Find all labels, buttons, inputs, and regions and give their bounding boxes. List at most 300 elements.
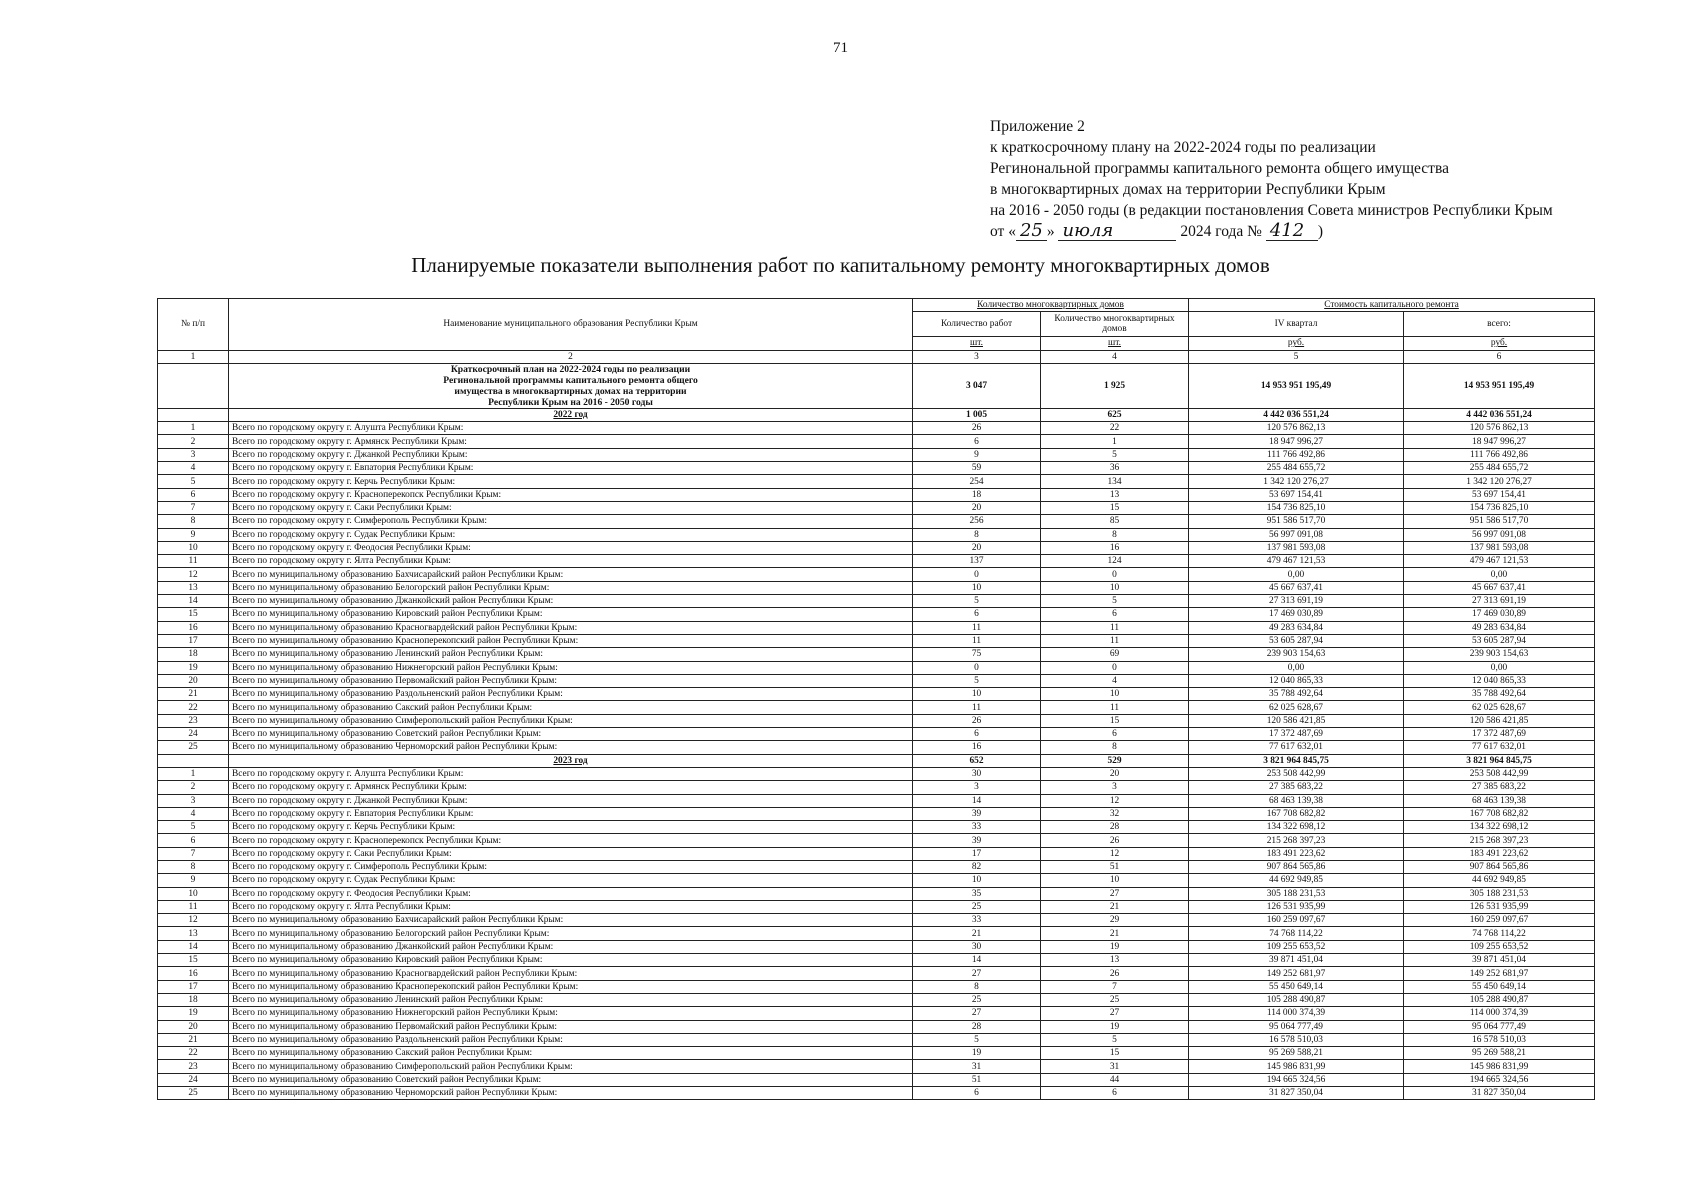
table-row <box>158 860 1595 873</box>
table-row <box>158 728 1595 741</box>
row-number: 20 <box>158 674 229 687</box>
colnum-6: 6 <box>1404 350 1595 363</box>
row-number: 21 <box>158 1033 229 1046</box>
row-houses: 6 <box>1041 608 1189 621</box>
row-works: 6 <box>913 728 1041 741</box>
row-total: 0,00 <box>1404 568 1595 581</box>
header-group-cost: Стоимость капитального ремонта <box>1189 299 1595 312</box>
summary-row <box>158 363 1595 408</box>
row-total: 109 255 653,52 <box>1404 940 1595 953</box>
table-row <box>158 541 1595 554</box>
row-name: Всего по муниципальному образованию Советский район Республики Крым: <box>229 728 913 741</box>
date-year: 2024 года № <box>1180 223 1262 240</box>
row-total: 183 491 223,62 <box>1404 847 1595 860</box>
row-total: 16 578 510,03 <box>1404 1033 1595 1046</box>
table-row <box>158 821 1595 834</box>
row-number: 7 <box>158 847 229 860</box>
row-number: 6 <box>158 488 229 501</box>
row-name: Всего по муниципальному образованию Красногвардейский район Республики Крым: <box>229 967 913 980</box>
row-total: 55 450 649,14 <box>1404 980 1595 993</box>
row-number: 24 <box>158 728 229 741</box>
row-q4: 68 463 139,38 <box>1189 794 1404 807</box>
table-row <box>158 1033 1595 1046</box>
row-works: 10 <box>913 874 1041 887</box>
row-total: 68 463 139,38 <box>1404 794 1595 807</box>
row-houses: 10 <box>1041 688 1189 701</box>
row-q4: 194 665 324,56 <box>1189 1073 1404 1086</box>
row-q4: 1 342 120 276,27 <box>1189 475 1404 488</box>
row-name: Всего по муниципальному образованию Красногвардейский район Республики Крым: <box>229 621 913 634</box>
table-row <box>158 595 1595 608</box>
row-q4: 183 491 223,62 <box>1189 847 1404 860</box>
unit-houses: шт. <box>1041 337 1189 350</box>
table-row <box>158 501 1595 514</box>
row-total: 194 665 324,56 <box>1404 1073 1595 1086</box>
table-row <box>158 900 1595 913</box>
row-number: 17 <box>158 634 229 647</box>
row-number: 20 <box>158 1020 229 1033</box>
row-works: 26 <box>913 422 1041 435</box>
row-q4: 44 692 949,85 <box>1189 874 1404 887</box>
row-total: 53 697 154,41 <box>1404 488 1595 501</box>
year-2023-section <box>158 754 1595 1100</box>
row-q4: 39 871 451,04 <box>1189 954 1404 967</box>
table-row <box>158 462 1595 475</box>
row-name: Всего по городскому округу г. Армянск Республики Крым: <box>229 435 913 448</box>
row-number: 5 <box>158 475 229 488</box>
row-name: Всего по городскому округу г. Судак Республики Крым: <box>229 528 913 541</box>
row-total: 951 586 517,70 <box>1404 515 1595 528</box>
row-number: 7 <box>158 501 229 514</box>
row-works: 30 <box>913 940 1041 953</box>
row-works: 59 <box>913 462 1041 475</box>
row-number: 3 <box>158 448 229 461</box>
row-q4: 49 283 634,84 <box>1189 621 1404 634</box>
table-row <box>158 1007 1595 1020</box>
row-number: 21 <box>158 688 229 701</box>
row-houses: 13 <box>1041 954 1189 967</box>
row-houses: 11 <box>1041 634 1189 647</box>
row-q4: 114 000 374,39 <box>1189 1007 1404 1020</box>
table-row <box>158 661 1595 674</box>
row-name: Всего по городскому округу г. Красноперекопск Республики Крым: <box>229 488 913 501</box>
colnum-4: 4 <box>1041 350 1189 363</box>
row-number: 22 <box>158 1047 229 1060</box>
row-houses: 0 <box>1041 568 1189 581</box>
year-houses: 529 <box>1041 754 1189 767</box>
row-q4: 479 467 121,53 <box>1189 555 1404 568</box>
row-total: 39 871 451,04 <box>1404 954 1595 967</box>
row-works: 27 <box>913 1007 1041 1020</box>
row-name: Всего по городскому округу г. Алушта Республики Крым: <box>229 422 913 435</box>
unit-works: шт. <box>913 337 1041 350</box>
resolution-number: 412 <box>1266 222 1318 241</box>
row-houses: 1 <box>1041 435 1189 448</box>
row-works: 11 <box>913 634 1041 647</box>
row-name: Всего по городскому округу г. Саки Республики Крым: <box>229 501 913 514</box>
row-total: 95 064 777,49 <box>1404 1020 1595 1033</box>
row-total: 167 708 682,82 <box>1404 807 1595 820</box>
row-number: 23 <box>158 1060 229 1073</box>
year-2022-section <box>158 408 1595 754</box>
row-name: Всего по муниципальному образованию Черноморский район Республики Крым: <box>229 741 913 754</box>
row-houses: 7 <box>1041 980 1189 993</box>
row-houses: 69 <box>1041 648 1189 661</box>
row-number: 8 <box>158 860 229 873</box>
row-total: 45 667 637,41 <box>1404 581 1595 594</box>
row-houses: 28 <box>1041 821 1189 834</box>
row-q4: 0,00 <box>1189 568 1404 581</box>
row-name: Всего по городскому округу г. Евпатория Республики Крым: <box>229 462 913 475</box>
row-number: 3 <box>158 794 229 807</box>
table-row <box>158 714 1595 727</box>
row-name: Всего по муниципальному образованию Черноморский район Республики Крым: <box>229 1087 913 1100</box>
row-name: Всего по городскому округу г. Симферополь Республики Крым: <box>229 860 913 873</box>
row-number: 19 <box>158 1007 229 1020</box>
table-row <box>158 1087 1595 1100</box>
row-name: Всего по городскому округу г. Алушта Республики Крым: <box>229 767 913 780</box>
summary-q4: 14 953 951 195,49 <box>1189 363 1404 408</box>
row-q4: 120 576 862,13 <box>1189 422 1404 435</box>
row-total: 137 981 593,08 <box>1404 541 1595 554</box>
year2022-total-row <box>158 408 1595 421</box>
row-q4: 109 255 653,52 <box>1189 940 1404 953</box>
row-name: Всего по муниципальному образованию Джанкойский район Республики Крым: <box>229 940 913 953</box>
year-q4: 3 821 964 845,75 <box>1189 754 1404 767</box>
row-q4: 134 322 698,12 <box>1189 821 1404 834</box>
table-row <box>158 634 1595 647</box>
row-works: 10 <box>913 688 1041 701</box>
row-total: 149 252 681,97 <box>1404 967 1595 980</box>
row-q4: 56 997 091,08 <box>1189 528 1404 541</box>
row-works: 39 <box>913 807 1041 820</box>
row-number: 12 <box>158 914 229 927</box>
row-works: 10 <box>913 581 1041 594</box>
row-houses: 21 <box>1041 927 1189 940</box>
table-row <box>158 847 1595 860</box>
row-name: Всего по муниципальному образованию Симферопольский район Республики Крым: <box>229 1060 913 1073</box>
date-day: 25 <box>1016 222 1047 241</box>
row-q4: 55 450 649,14 <box>1189 980 1404 993</box>
row-houses: 29 <box>1041 914 1189 927</box>
row-works: 254 <box>913 475 1041 488</box>
row-q4: 160 259 097,67 <box>1189 914 1404 927</box>
row-works: 28 <box>913 1020 1041 1033</box>
row-houses: 21 <box>1041 900 1189 913</box>
header-works: Количество работ <box>913 312 1041 337</box>
row-name: Всего по городскому округу г. Красноперекопск Республики Крым: <box>229 834 913 847</box>
row-name: Всего по муниципальному образованию Бахчисарайский район Республики Крым: <box>229 568 913 581</box>
row-houses: 22 <box>1041 422 1189 435</box>
year-label: 2022 год <box>229 408 913 421</box>
row-total: 239 903 154,63 <box>1404 648 1595 661</box>
row-q4: 145 986 831,99 <box>1189 1060 1404 1073</box>
appendix-line-3: Регинональной программы капитального ремонта общего имущества <box>990 160 1449 177</box>
row-houses: 27 <box>1041 1007 1189 1020</box>
table-row <box>158 887 1595 900</box>
row-total: 12 040 865,33 <box>1404 674 1595 687</box>
year-total: 3 821 964 845,75 <box>1404 754 1595 767</box>
row-total: 305 188 231,53 <box>1404 887 1595 900</box>
row-number: 18 <box>158 648 229 661</box>
row-number: 13 <box>158 581 229 594</box>
table-row <box>158 914 1595 927</box>
unit-q4: руб. <box>1189 337 1404 350</box>
row-number: 14 <box>158 595 229 608</box>
row-total: 17 372 487,69 <box>1404 728 1595 741</box>
row-works: 6 <box>913 1087 1041 1100</box>
row-works: 5 <box>913 674 1041 687</box>
row-name: Всего по муниципальному образованию Симферопольский район Республики Крым: <box>229 714 913 727</box>
row-q4: 17 372 487,69 <box>1189 728 1404 741</box>
table-row <box>158 874 1595 887</box>
row-number: 1 <box>158 422 229 435</box>
row-works: 30 <box>913 767 1041 780</box>
plan-table <box>157 298 1595 1100</box>
row-q4: 305 188 231,53 <box>1189 887 1404 900</box>
row-q4: 0,00 <box>1189 661 1404 674</box>
row-houses: 26 <box>1041 834 1189 847</box>
row-number: 23 <box>158 714 229 727</box>
row-total: 907 864 565,86 <box>1404 860 1595 873</box>
date-quote: » <box>1046 223 1055 240</box>
table-row <box>158 608 1595 621</box>
row-houses: 124 <box>1041 555 1189 568</box>
row-houses: 44 <box>1041 1073 1189 1086</box>
colnum-2: 2 <box>229 350 913 363</box>
row-houses: 12 <box>1041 794 1189 807</box>
appendix-block <box>990 116 1680 242</box>
row-houses: 16 <box>1041 541 1189 554</box>
row-total: 126 531 935,99 <box>1404 900 1595 913</box>
row-name: Всего по городскому округу г. Феодосия Республики Крым: <box>229 541 913 554</box>
row-houses: 27 <box>1041 887 1189 900</box>
header-group-count: Количество многоквартирных домов <box>913 299 1189 312</box>
row-name: Всего по городскому округу г. Джанкой Республики Крым: <box>229 794 913 807</box>
summary-houses: 1 925 <box>1041 363 1189 408</box>
row-name: Всего по муниципальному образованию Белогорский район Республики Крым: <box>229 927 913 940</box>
row-works: 14 <box>913 794 1041 807</box>
row-q4: 45 667 637,41 <box>1189 581 1404 594</box>
row-works: 27 <box>913 967 1041 980</box>
row-q4: 12 040 865,33 <box>1189 674 1404 687</box>
row-houses: 32 <box>1041 807 1189 820</box>
row-works: 18 <box>913 488 1041 501</box>
row-works: 51 <box>913 1073 1041 1086</box>
row-houses: 25 <box>1041 993 1189 1006</box>
row-number: 2 <box>158 435 229 448</box>
row-works: 39 <box>913 834 1041 847</box>
row-q4: 31 827 350,04 <box>1189 1087 1404 1100</box>
summary-total: 14 953 951 195,49 <box>1404 363 1595 408</box>
year-q4: 4 442 036 551,24 <box>1189 408 1404 421</box>
row-works: 26 <box>913 714 1041 727</box>
row-works: 33 <box>913 914 1041 927</box>
row-works: 6 <box>913 608 1041 621</box>
row-number: 25 <box>158 741 229 754</box>
row-number: 16 <box>158 621 229 634</box>
row-number: 8 <box>158 515 229 528</box>
row-number: 19 <box>158 661 229 674</box>
row-total: 27 313 691,19 <box>1404 595 1595 608</box>
row-number: 11 <box>158 900 229 913</box>
row-works: 0 <box>913 568 1041 581</box>
row-houses: 26 <box>1041 967 1189 980</box>
colnum-3: 3 <box>913 350 1041 363</box>
summary-num <box>158 363 229 408</box>
row-name: Всего по городскому округу г. Ялта Республики Крым: <box>229 555 913 568</box>
row-total: 49 283 634,84 <box>1404 621 1595 634</box>
table-row <box>158 781 1595 794</box>
row-name: Всего по городскому округу г. Армянск Республики Крым: <box>229 781 913 794</box>
row-total: 44 692 949,85 <box>1404 874 1595 887</box>
row-total: 479 467 121,53 <box>1404 555 1595 568</box>
row-number: 24 <box>158 1073 229 1086</box>
table-row <box>158 1047 1595 1060</box>
table-row <box>158 967 1595 980</box>
table-row <box>158 993 1595 1006</box>
year-total: 4 442 036 551,24 <box>1404 408 1595 421</box>
row-name: Всего по городскому округу г. Симферополь Республики Крым: <box>229 515 913 528</box>
row-works: 33 <box>913 821 1041 834</box>
row-name: Всего по муниципальному образованию Кировский район Республики Крым: <box>229 954 913 967</box>
row-number: 22 <box>158 701 229 714</box>
row-name: Всего по муниципальному образованию Первомайский район Республики Крым: <box>229 1020 913 1033</box>
row-q4: 77 617 632,01 <box>1189 741 1404 754</box>
row-q4: 907 864 565,86 <box>1189 860 1404 873</box>
row-q4: 18 947 996,27 <box>1189 435 1404 448</box>
appendix-line-5: на 2016 - 2050 годы (в редакции постановления Совета министров Республики Крым <box>990 202 1553 219</box>
table-row <box>158 834 1595 847</box>
row-works: 17 <box>913 847 1041 860</box>
row-number: 13 <box>158 927 229 940</box>
row-houses: 10 <box>1041 581 1189 594</box>
summary-works: 3 047 <box>913 363 1041 408</box>
row-works: 19 <box>913 1047 1041 1060</box>
table-row <box>158 954 1595 967</box>
table-header <box>158 299 1595 364</box>
table-row <box>158 435 1595 448</box>
date-prefix: от « <box>990 223 1016 240</box>
appendix-line-4: в многоквартирных домах на территории Республики Крым <box>990 181 1386 198</box>
table-row <box>158 674 1595 687</box>
row-number: 16 <box>158 967 229 980</box>
row-total: 74 768 114,22 <box>1404 927 1595 940</box>
row-houses: 15 <box>1041 1047 1189 1060</box>
year-num <box>158 754 229 767</box>
row-houses: 31 <box>1041 1060 1189 1073</box>
row-works: 8 <box>913 528 1041 541</box>
table-row <box>158 980 1595 993</box>
year-works: 652 <box>913 754 1041 767</box>
row-houses: 6 <box>1041 1087 1189 1100</box>
row-q4: 53 697 154,41 <box>1189 488 1404 501</box>
row-name: Всего по муниципальному образованию Ленинский район Республики Крым: <box>229 993 913 1006</box>
row-q4: 35 788 492,64 <box>1189 688 1404 701</box>
table-row <box>158 741 1595 754</box>
row-number: 1 <box>158 767 229 780</box>
row-works: 20 <box>913 501 1041 514</box>
row-name: Всего по городскому округу г. Евпатория Республики Крым: <box>229 807 913 820</box>
row-number: 14 <box>158 940 229 953</box>
table-row <box>158 940 1595 953</box>
row-total: 1 342 120 276,27 <box>1404 475 1595 488</box>
row-q4: 16 578 510,03 <box>1189 1033 1404 1046</box>
row-works: 9 <box>913 448 1041 461</box>
row-total: 160 259 097,67 <box>1404 914 1595 927</box>
row-q4: 154 736 825,10 <box>1189 501 1404 514</box>
row-name: Всего по муниципальному образованию Раздольненский район Республики Крым: <box>229 688 913 701</box>
table-row <box>158 1020 1595 1033</box>
date-month: июля <box>1058 222 1176 241</box>
row-q4: 27 313 691,19 <box>1189 595 1404 608</box>
document-title: Планируемые показатели выполнения работ по капитальному ремонту многоквартирных домов <box>411 253 1270 277</box>
table-row <box>158 648 1595 661</box>
page-number: 71 <box>833 40 848 56</box>
row-name: Всего по муниципальному образованию Красноперекопский район Республики Крым: <box>229 634 913 647</box>
row-works: 256 <box>913 515 1041 528</box>
appendix-line-2: к краткосрочному плану на 2022-2024 годы по реализации <box>990 139 1376 156</box>
row-number: 4 <box>158 462 229 475</box>
row-houses: 36 <box>1041 462 1189 475</box>
row-works: 5 <box>913 1033 1041 1046</box>
row-name: Всего по муниципальному образованию Сакский район Республики Крым: <box>229 1047 913 1060</box>
row-q4: 62 025 628,67 <box>1189 701 1404 714</box>
row-q4: 53 605 287,94 <box>1189 634 1404 647</box>
row-houses: 3 <box>1041 781 1189 794</box>
row-works: 21 <box>913 927 1041 940</box>
row-name: Всего по городскому округу г. Саки Республики Крым: <box>229 847 913 860</box>
row-total: 35 788 492,64 <box>1404 688 1595 701</box>
year2023-total-row <box>158 754 1595 767</box>
date-paren: ) <box>1317 223 1323 240</box>
row-q4: 149 252 681,97 <box>1189 967 1404 980</box>
table-body <box>158 363 1595 408</box>
row-name: Всего по городскому округу г. Ялта Республики Крым: <box>229 900 913 913</box>
table-row <box>158 568 1595 581</box>
row-total: 120 586 421,85 <box>1404 714 1595 727</box>
row-number: 4 <box>158 807 229 820</box>
table-row <box>158 448 1595 461</box>
row-q4: 951 586 517,70 <box>1189 515 1404 528</box>
row-houses: 8 <box>1041 741 1189 754</box>
row-houses: 11 <box>1041 701 1189 714</box>
row-works: 0 <box>913 661 1041 674</box>
row-houses: 51 <box>1041 860 1189 873</box>
row-name: Всего по городскому округу г. Керчь Республики Крым: <box>229 475 913 488</box>
row-name: Всего по городскому округу г. Судак Республики Крым: <box>229 874 913 887</box>
row-number: 12 <box>158 568 229 581</box>
table-row <box>158 422 1595 435</box>
row-q4: 239 903 154,63 <box>1189 648 1404 661</box>
row-total: 95 269 588,21 <box>1404 1047 1595 1060</box>
row-q4: 120 586 421,85 <box>1189 714 1404 727</box>
row-total: 62 025 628,67 <box>1404 701 1595 714</box>
row-total: 154 736 825,10 <box>1404 501 1595 514</box>
row-name: Всего по муниципальному образованию Первомайский район Республики Крым: <box>229 674 913 687</box>
row-q4: 74 768 114,22 <box>1189 927 1404 940</box>
row-number: 17 <box>158 980 229 993</box>
table-row <box>158 1073 1595 1086</box>
header-name: Наименование муниципального образования Республики Крым <box>229 299 913 351</box>
header-houses: Количество многоквартирных домов <box>1041 312 1189 337</box>
appendix-date-line <box>990 221 1680 242</box>
row-houses: 5 <box>1041 595 1189 608</box>
row-q4: 137 981 593,08 <box>1189 541 1404 554</box>
row-works: 82 <box>913 860 1041 873</box>
row-name: Всего по муниципальному образованию Нижнегорский район Республики Крым: <box>229 1007 913 1020</box>
row-name: Всего по муниципальному образованию Ленинский район Республики Крым: <box>229 648 913 661</box>
